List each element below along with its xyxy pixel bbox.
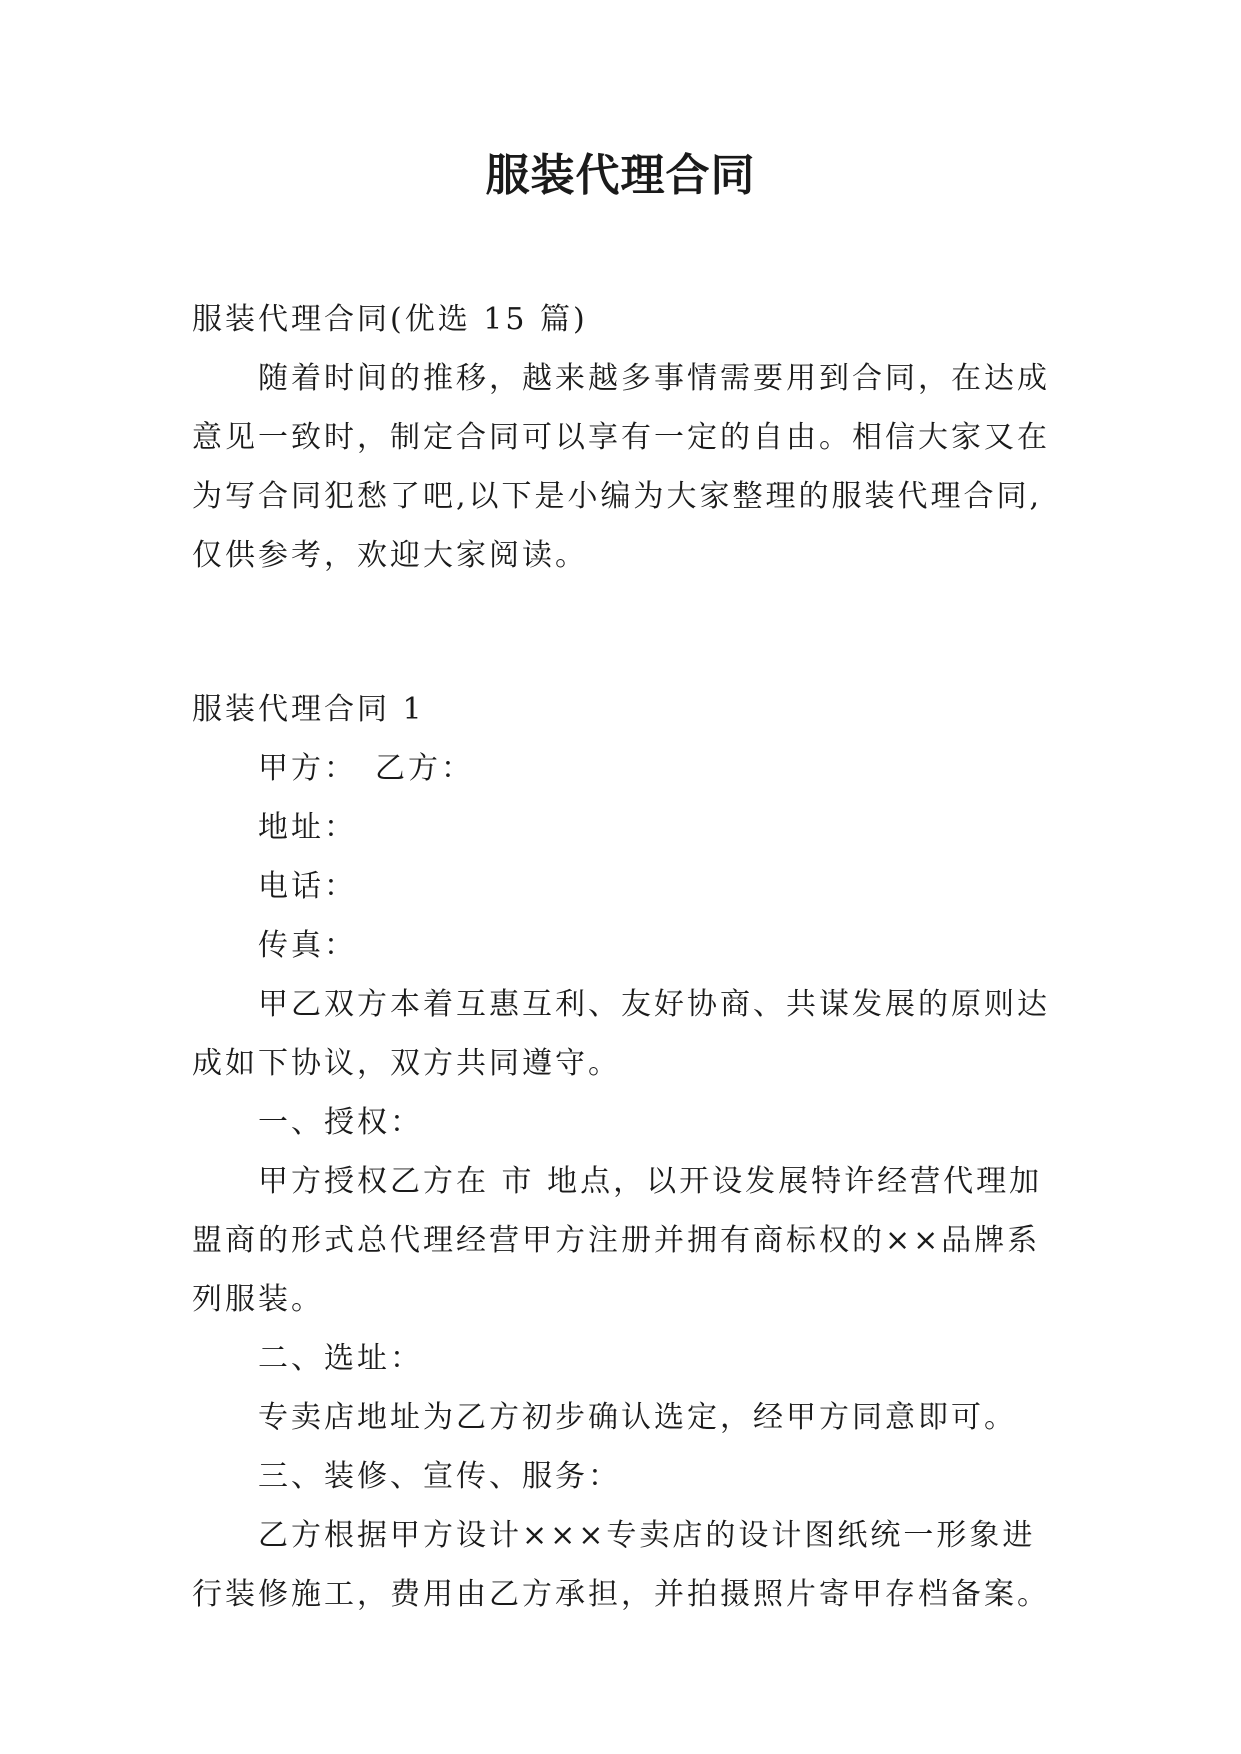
document-body [192,290,1058,1624]
clause-2-text: 专卖店地址为乙方初步确认选定，经甲方同意即可。 [258,1400,1017,1435]
clause-3-text: 乙方根据甲方设计×××专卖店的设计图纸统一形象进行装修施工，费用由乙方承担，并拍摄照片寄甲存档备案。 [192,1518,1050,1612]
preamble-paragraph: 甲乙双方本着互惠互利、友好协商、共谋发展的原则达成如下协议，双方共同遵守。 [192,987,1050,1081]
intro-paragraph: 随着时间的推移，越来越多事情需要用到合同，在达成意见一致时，制定合同可以享有一定的自由。相信大家又在为写合同犯愁了吧,以下是小编为大家整理的服装代理合同,仅供参考，欢迎大家阅读。 [192,361,1050,573]
section-heading: 服装代理合同 1 [192,692,425,727]
phone-line: 电话： [258,869,357,904]
fax-line: 传真： [258,928,357,963]
clause-3-heading: 三、装修、宣传、服务： [258,1459,621,1494]
document-subtitle: 服装代理合同(优选 15 篇) [192,302,588,337]
clause-2-heading: 二、选址： [258,1341,423,1376]
clause-1-text: 甲方授权乙方在 市 地点，以开设发展特许经营代理加盟商的形式总代理经营甲方注册并拥有商标权的××品牌系列服装。 [192,1164,1043,1317]
clause-1-heading: 一、授权： [258,1105,423,1140]
party-line: 甲方： 乙方： [258,751,474,786]
address-line: 地址： [258,810,357,845]
document-title: 服装代理合同 [485,150,756,201]
section-spacer [192,585,1058,680]
